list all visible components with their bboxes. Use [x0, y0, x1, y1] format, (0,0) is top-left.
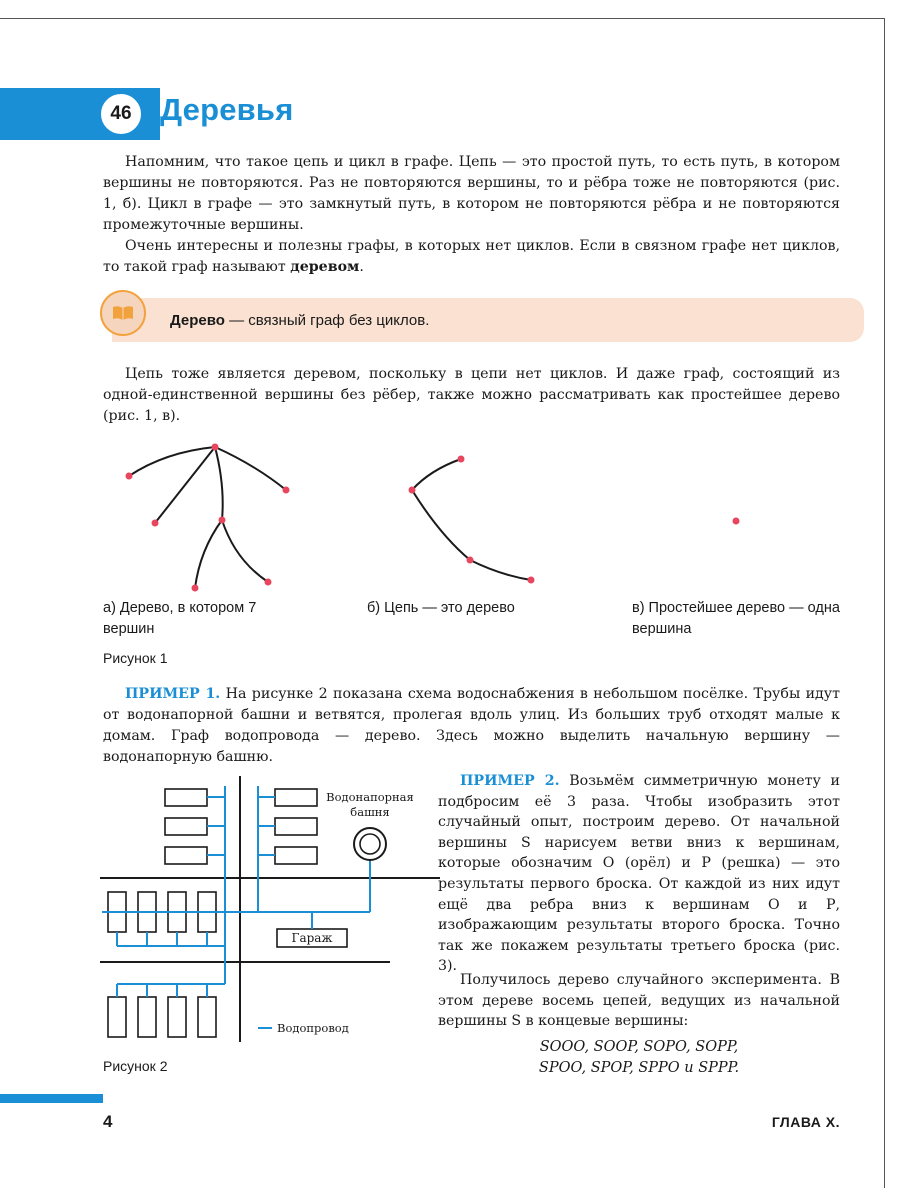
page-number: 4 [103, 1112, 113, 1131]
tree-vertex [219, 517, 226, 524]
house [275, 789, 317, 806]
tree-vertex [283, 487, 290, 494]
house [138, 997, 156, 1037]
intro-paragraph-2 [103, 236, 840, 278]
house [165, 818, 207, 835]
figure-1-caption-c: в) Простейшее дерево — одна вершина [632, 600, 840, 637]
section-number-badge: 46 [98, 91, 144, 137]
intro-text-2-end: . [359, 259, 364, 275]
figure-1-label: Рисунок 1 [103, 650, 168, 666]
single-vertex [733, 518, 740, 525]
figure-1-caption-b: б) Цепь — это дерево [367, 600, 515, 616]
chain-vertex [458, 456, 465, 463]
example-2-paragraph-2 [438, 970, 840, 1032]
example-2-paragraph [438, 771, 840, 977]
tree-vertex [212, 444, 219, 451]
house [198, 997, 216, 1037]
page-frame-top [0, 18, 884, 19]
outcomes-line-2: SPOO, SPOP, SPPO и SPPP. [538, 1060, 740, 1076]
intro-text-2: Очень интересны и полезны графы, в которых нет циклов. Если в связном графе нет циклов, то такой граф называют [103, 238, 840, 275]
figure-1-caption-a: а) Дерево, в котором 7 вершин [103, 600, 257, 637]
house [165, 847, 207, 864]
example-1-paragraph [103, 684, 840, 768]
legend-label: Водопровод [277, 1021, 349, 1035]
outcomes-line-1: SOOO, SOOP, SOPO, SOPP, [539, 1039, 739, 1055]
chapter-footer: ГЛАВА Х. [771, 1114, 840, 1130]
paragraph-chain [103, 364, 840, 427]
example-2-label: ПРИМЕР 2. [460, 773, 560, 789]
chain-vertex [409, 487, 416, 494]
tree-vertex [126, 473, 133, 480]
definition-body: — связный граф без циклов. [224, 312, 430, 329]
definition-text [170, 312, 429, 329]
intro-text-1: Напомним, что такое цепь и цикл в графе. Цепь — это простой путь, то есть путь, в котором вершины не повторяются. Раз не повторяются вершины, то и рёбра тоже не повторяются (рис. 1, б). Цикл в графе — это замкнутый путь, в котором не повторяются рёбра и не повторяются промежуточные вершины. [103, 154, 840, 233]
section-title: Деревья [160, 92, 294, 127]
example-1-label: ПРИМЕР 1. [125, 686, 221, 702]
house [165, 789, 207, 806]
tree-vertex [265, 579, 272, 586]
tree-vertex [152, 520, 159, 527]
example-2-text-2: Получилось дерево случайного эксперимента. В этом дереве восемь цепей, ведущих из начальной вершины S в концевые вершины: [438, 972, 840, 1030]
house [275, 847, 317, 864]
intro-paragraph-1 [103, 152, 840, 236]
house [275, 818, 317, 835]
term-tree: деревом [290, 259, 360, 275]
example-2-text: Возьмём симметричную монету и подбросим её 3 раза. Чтобы изобразить этот случайный опыт, построим дерево. От начальной вершины S нарисуем ветви вниз к вершинам, которые обозначим О (орёл) и Р (решка) — это результаты первого броска. От каждой из них идут ещё два ребра вниз к вершинам О и Р, изображающим результаты второго броска. Точно так же покажем результаты третьего броска (рис. 3). [438, 773, 840, 975]
footer-accent-bar [0, 1094, 103, 1103]
tree-vertex [192, 585, 199, 592]
example-1-text: На рисунке 2 показана схема водоснабжения в небольшом посёлке. Трубы идут от водонапорной башни и ветвятся, пролегая вдоль улиц. Из больших труб отходят малые к домам. Граф водопровода — дерево. Здесь можно выделить начальную вершину — водонапорную башню. [103, 686, 840, 765]
tower-label: Водонапорная башня [326, 790, 414, 819]
chain-vertex [467, 557, 474, 564]
definition-term: Дерево [170, 312, 225, 329]
house [108, 997, 126, 1037]
water-tower-icon [354, 828, 386, 860]
tree-7-edges [129, 447, 286, 588]
chain-vertex [528, 577, 535, 584]
paragraph-chain-text: Цепь тоже является деревом, поскольку в цепи нет циклов. И даже граф, состоящий из одной-единственной вершины без рёбер, также можно рассматривать как простейшее дерево (рис. 1, в). [103, 366, 840, 424]
book-icon [100, 290, 146, 336]
house [168, 997, 186, 1037]
garage-label: Гараж [291, 931, 333, 945]
figure-2-label: Рисунок 2 [103, 1058, 168, 1074]
